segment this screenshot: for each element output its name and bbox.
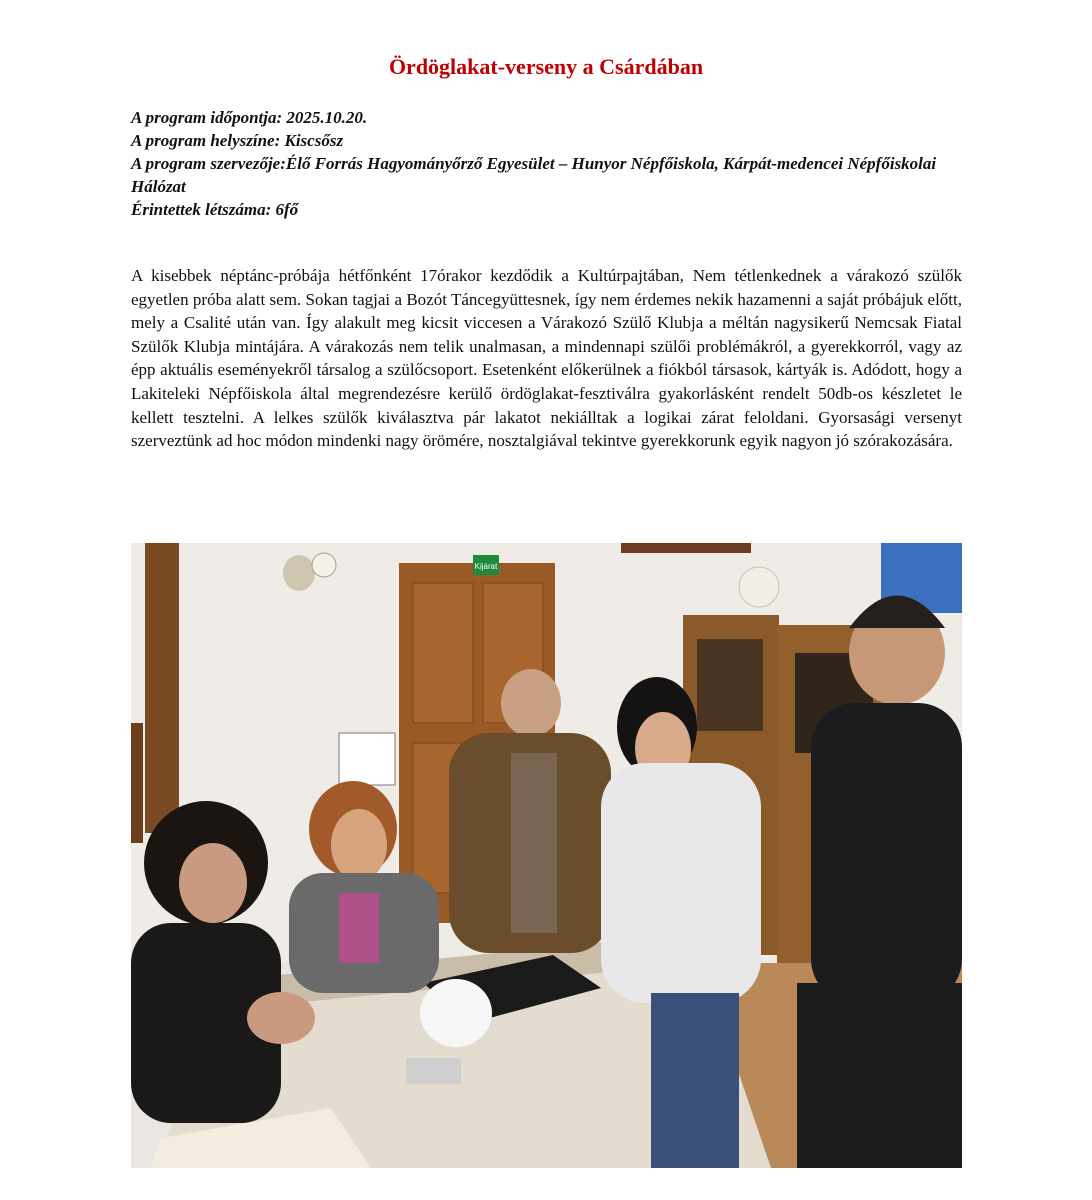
program-location: A program helyszíne: Kiscsősz <box>131 131 344 150</box>
event-photo <box>131 543 962 1168</box>
program-organizer: A program szervezője:Élő Forrás Hagyományőrző Egyesület – Hunyor Népfőiskola, Kárpát-medencei Népfőiskolai Hálózat <box>131 154 937 196</box>
program-details <box>131 106 961 221</box>
page-title: Ördöglakat-verseny a Csárdában <box>388 54 704 79</box>
program-date: A program időpontja: 2025.10.20. <box>131 108 368 127</box>
body-paragraph: A kisebbek néptánc-próbája hétfőnként 17órakor kezdődik a Kultúrpajtában, Nem tétlenkednek a várakozó szülők egyetlen próba alatt sem. Sokan tagjai a Bozót Táncegyüttesnek, így nem érdemes nekik hazamenni a saját próbájuk előtt, mely a Csalité után van. Így alakult meg kicsit viccesen a Várakozó Szülő Klubja a méltán nagysikerű Nemcsak Fiatal Szülők Klubja mintájára. A várakozás nem telik unalmasan, a mindennapi szülői problémákról, a gyerekkorról, vagy az épp aktuális eseményekről társalog a szülőcsoport. Esetenként előkerülnek a fiókból társasok, kártyák is. Adódott, hogy a Lakiteleki Népfőiskola által megrendezésre kerülő ördöglakat-fesztiválra gyakorlásként rendelt 50db-os készletet le kellett tesztelni. A lelkes szülők kiválasztva pár lakatot nekiálltak a logikai zárat feloldani. Gyorsasági versenyt szerveztünk ad hoc módon mindenki nagy örömére, nosztalgiával tekintve gyerekkorunk egyik nagyon jó szórakozására. <box>131 266 962 451</box>
program-participants: Érintettek létszáma: 6fő <box>131 200 299 219</box>
exit-sign-label: Kijárat <box>474 562 498 571</box>
event-photo-illustration <box>131 543 962 1168</box>
